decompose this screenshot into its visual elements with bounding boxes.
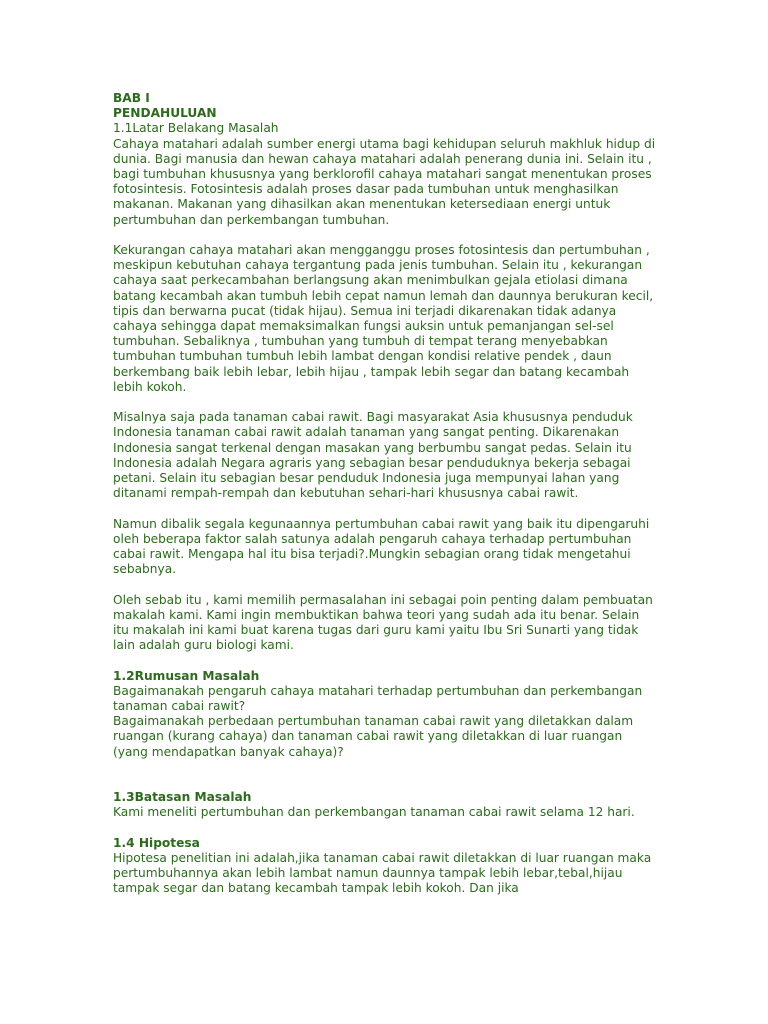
chapter-title: PENDAHULUAN [113, 106, 217, 121]
paragraph: Cahaya matahari adalah sumber energi utama bagi kehidupan seluruh makhluk hidup di dunia. Bagi manusia dan hewan cahaya matahari adalah penerang dunia ini. Selain itu , bagi tumbuhan khususnya yang berklorofil cahaya matahari sangat menentukan proses fotosintesis. Fotosintesis adalah proses dasar pada tumbuhan untuk menghasilkan makanan. Makanan yang dihasilkan akan menentukan ketersediaan energi untuk pertumbuhan dan perkembangan tumbuhan. [113, 136, 656, 227]
section-1-1-title: 1.1Latar Belakang Masalah [113, 121, 279, 136]
section-1-2-title: 1.2Rumusan Masalah [113, 668, 260, 683]
list-item: Bagaimanakah perbedaan pertumbuhan tanaman cabai rawit yang diletakkan dalam ruangan (kurang cahaya) dan tanaman cabai rawit yang diletakkan di luar ruangan (yang mendapatkan banyak cahaya)? [113, 714, 634, 759]
list-item: Bagaimanakah pengaruh cahaya matahari terhadap pertumbuhan dan perkembangan tanaman cabai rawit? [113, 683, 643, 714]
paragraph: Kami meneliti pertumbuhan dan perkembangan tanaman cabai rawit selama 12 hari. [113, 805, 635, 820]
document-page [113, 91, 658, 897]
paragraph: Oleh sebab itu , kami memilih permasalahan ini sebagai poin penting dalam pembuatan makalah kami. Kami ingin membuktikan bahwa teori yang sudah ada itu benar. Selain itu makalah ini kami buat karena tugas dari guru kami yaitu Ibu Sri Sunarti yang tidak lain adalah guru biologi kami. [113, 592, 653, 653]
paragraph: Misalnya saja pada tanaman cabai rawit. Bagi masyarakat Asia khususnya penduduk Indonesia tanaman cabai rawit adalah tanaman yang sangat penting. Dikarenakan Indonesia sangat terkenal dengan masakan yang berbumbu sangat pedas. Selain itu Indonesia adalah Negara agraris yang sebagian besar penduduknya bekerja sebagai petani. Selain itu sebagian besar penduduk Indonesia juga mempunyai lahan yang ditanami rempah-rempah dan kebutuhan sehari-hari khususnya cabai rawit. [113, 410, 633, 501]
section-1-4-title: 1.4 Hipotesa [113, 835, 200, 850]
section-1-3-title: 1.3Batasan Masalah [113, 790, 252, 805]
paragraph: Namun dibalik segala kegunaannya pertumbuhan cabai rawit yang baik itu dipengaruhi oleh beberapa faktor salah satunya adalah pengaruh cahaya terhadap pertumbuhan cabai rawit. Mengapa hal itu bisa terjadi?.Mungkin sebagian orang tidak mengetahui sebabnya. [113, 516, 650, 577]
paragraph: Hipotesa penelitian ini adalah,jika tanaman cabai rawit diletakkan di luar ruangan maka pertumbuhannya akan lebih lambat namun daunnya tampak lebih lebar,tebal,hijau tampak segar dan batang kecambah tampak lebih kokoh. Dan jika [113, 851, 652, 896]
paragraph: Kekurangan cahaya matahari akan mengganggu proses fotosintesis dan pertumbuhan , meskipun kebutuhan cahaya tergantung pada jenis tumbuhan. Selain itu , kekurangan cahaya saat perkecambahan berlangsung akan menimbulkan gejala etiolasi dimana batang kecambah akan tumbuh lebih cepat namun lemah dan daunnya berukuran kecil, tipis dan berwarna pucat (tidak hijau). Semua ini terjadi dikarenakan tidak adanya cahaya sehingga dapat memaksimalkan fungsi auksin untuk pemanjangan sel-sel tumbuhan. Sebaliknya , tumbuhan yang tumbuh di tempat terang menyebabkan tumbuhan tumbuhan tumbuh lebih lambat dengan kondisi relative pendek , daun berkembang baik lebih lebar, lebih hijau , tampak lebih segar dan batang kecambah lebih kokoh. [113, 243, 654, 394]
chapter-number: BAB I [113, 91, 150, 105]
